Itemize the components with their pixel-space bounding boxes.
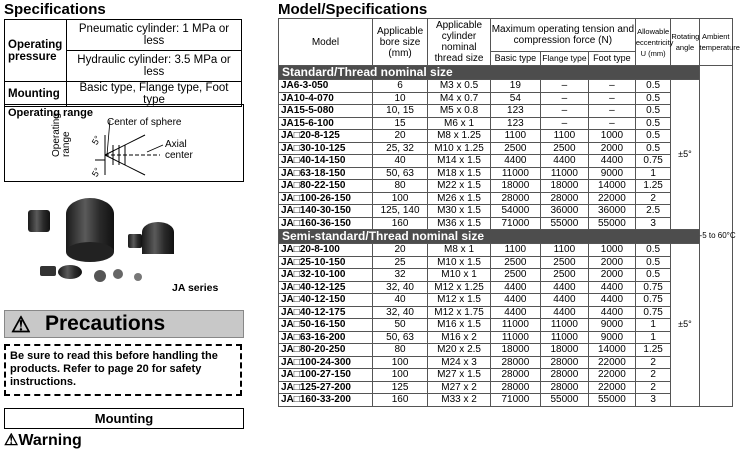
basic-cell: 18000 xyxy=(490,180,540,193)
foot-cell: 2000 xyxy=(588,256,635,269)
basic-cell: 71000 xyxy=(490,394,540,407)
basic-cell: 54000 xyxy=(490,205,540,218)
basic-cell: 54 xyxy=(490,92,540,105)
bore-cell: 100 xyxy=(372,369,427,382)
table-row xyxy=(279,281,733,294)
header-foot: Foot type xyxy=(588,51,635,65)
thread-cell: M10 x 1 xyxy=(428,269,491,282)
table-row xyxy=(279,105,733,118)
model-cell: JA□160-33-200 xyxy=(279,394,373,407)
model-cell: JA□30-10-125 xyxy=(279,142,373,155)
eccentricity-cell: 0.75 xyxy=(635,306,670,319)
precautions-notice-box xyxy=(4,344,242,396)
bore-cell: 160 xyxy=(372,217,427,230)
model-cell: JA15-5-080 xyxy=(279,105,373,118)
model-cell: JA□125-27-200 xyxy=(279,381,373,394)
flange-cell: 1100 xyxy=(540,130,588,143)
model-cell: JA□63-18-150 xyxy=(279,167,373,180)
tiny-joint-c xyxy=(134,273,142,281)
table-row xyxy=(279,344,733,357)
header-rotating: Rotating angle xyxy=(671,19,699,66)
basic-cell: 123 xyxy=(490,105,540,118)
model-cell: JA□63-16-200 xyxy=(279,331,373,344)
flange-cell: 4400 xyxy=(540,306,588,319)
thread-cell: M12 x 1.75 xyxy=(428,306,491,319)
mounting-spec-value: Basic type, Flange type, Foot type xyxy=(67,82,242,107)
operating-range-box xyxy=(4,104,244,182)
table-row xyxy=(279,205,733,218)
rotating-angle-value: ±5° xyxy=(671,244,699,407)
large-joint-stud xyxy=(28,210,50,232)
bore-cell: 100 xyxy=(372,356,427,369)
header-ambient: Ambient temperature xyxy=(699,19,732,66)
bore-cell: 10, 15 xyxy=(372,105,427,118)
basic-cell: 2500 xyxy=(490,142,540,155)
large-joint-bottom xyxy=(66,242,114,262)
model-cell: JA□40-12-125 xyxy=(279,281,373,294)
bore-cell: 10 xyxy=(372,92,427,105)
basic-cell: 1100 xyxy=(490,130,540,143)
table-row xyxy=(279,294,733,307)
model-cell: JA10-4-070 xyxy=(279,92,373,105)
foot-cell: 22000 xyxy=(588,192,635,205)
foot-cell: 1000 xyxy=(588,244,635,257)
bore-cell: 15 xyxy=(372,117,427,130)
foot-cell: 9000 xyxy=(588,331,635,344)
bore-cell: 50 xyxy=(372,319,427,332)
model-cell: JA□20-8-125 xyxy=(279,130,373,143)
bore-cell: 80 xyxy=(372,180,427,193)
thread-cell: M18 x 1.5 xyxy=(428,167,491,180)
thread-cell: M12 x 1.25 xyxy=(428,281,491,294)
flange-cell: 1100 xyxy=(540,244,588,257)
precautions-title: Precautions xyxy=(45,312,166,335)
foot-cell: 22000 xyxy=(588,381,635,394)
section-title: Semi-standard/Thread nominal size xyxy=(279,230,700,244)
basic-cell: 4400 xyxy=(490,294,540,307)
eccentricity-cell: 0.5 xyxy=(635,80,670,93)
basic-cell: 4400 xyxy=(490,281,540,294)
flange-cell: 55000 xyxy=(540,394,588,407)
thread-cell: M10 x 1.5 xyxy=(428,256,491,269)
model-table-body xyxy=(279,65,736,407)
basic-cell: 28000 xyxy=(490,369,540,382)
table-row xyxy=(279,394,733,407)
foot-cell: 4400 xyxy=(588,306,635,319)
foot-cell: 4400 xyxy=(588,294,635,307)
thread-cell: M24 x 3 xyxy=(428,356,491,369)
eccentricity-cell: 0.5 xyxy=(635,244,670,257)
basic-cell: 11000 xyxy=(490,331,540,344)
basic-cell: 2500 xyxy=(490,256,540,269)
warning-triangle-icon: ⚠ xyxy=(11,312,31,337)
bore-cell: 32, 40 xyxy=(372,306,427,319)
eccentricity-cell: 0.5 xyxy=(635,130,670,143)
bore-cell: 20 xyxy=(372,244,427,257)
tiny-joint-b xyxy=(113,269,123,279)
specifications-title: Specifications xyxy=(4,1,106,18)
foot-cell: 22000 xyxy=(588,369,635,382)
thread-cell: M14 x 1.5 xyxy=(428,155,491,168)
foot-cell: 9000 xyxy=(588,167,635,180)
eccentricity-cell: 2 xyxy=(635,369,670,382)
thread-cell: M4 x 0.7 xyxy=(428,92,491,105)
model-specifications-table xyxy=(278,18,740,407)
table-row xyxy=(279,180,733,193)
header-model: Model xyxy=(279,19,373,66)
header-thread: Applicable cylinder nominal thread size xyxy=(428,19,491,66)
bore-cell: 25 xyxy=(372,256,427,269)
thread-cell: M20 x 2.5 xyxy=(428,344,491,357)
table-row xyxy=(279,356,733,369)
table-row xyxy=(279,269,733,282)
eccentricity-cell: 0.75 xyxy=(635,155,670,168)
eccentricity-cell: 1 xyxy=(635,167,670,180)
header-basic: Basic type xyxy=(490,51,540,65)
model-cell: JA6-3-050 xyxy=(279,80,373,93)
foot-cell: – xyxy=(588,80,635,93)
table-row xyxy=(279,117,733,130)
flange-cell: – xyxy=(540,105,588,118)
section-title: Standard/Thread nominal size xyxy=(279,66,700,80)
eccentricity-cell: 1 xyxy=(635,331,670,344)
bore-cell: 160 xyxy=(372,394,427,407)
bore-cell: 32 xyxy=(372,269,427,282)
model-cell: JA□100-26-150 xyxy=(279,192,373,205)
basic-cell: 11000 xyxy=(490,319,540,332)
bore-cell: 50, 63 xyxy=(372,167,427,180)
basic-cell: 123 xyxy=(490,117,540,130)
foot-cell: 14000 xyxy=(588,180,635,193)
eccentricity-cell: 0.5 xyxy=(635,92,670,105)
foot-cell: – xyxy=(588,117,635,130)
flange-cell: 28000 xyxy=(540,192,588,205)
flange-cell: 28000 xyxy=(540,369,588,382)
bore-cell: 125 xyxy=(372,381,427,394)
foot-cell: – xyxy=(588,105,635,118)
table-row xyxy=(279,331,733,344)
model-cell: JA□100-27-150 xyxy=(279,369,373,382)
thread-cell: M16 x 1.5 xyxy=(428,319,491,332)
foot-cell: 4400 xyxy=(588,155,635,168)
operating-range-diagram xyxy=(65,115,175,179)
flange-cell: – xyxy=(540,80,588,93)
bore-cell: 40 xyxy=(372,155,427,168)
section-header-row xyxy=(279,66,733,80)
thread-cell: M22 x 1.5 xyxy=(428,180,491,193)
thread-cell: M5 x 0.8 xyxy=(428,105,491,118)
flange-cell: 55000 xyxy=(540,217,588,230)
table-row xyxy=(279,80,733,93)
bore-cell: 125, 140 xyxy=(372,205,427,218)
model-cell: JA□50-16-150 xyxy=(279,319,373,332)
table-row xyxy=(279,155,733,168)
flange-cell: 4400 xyxy=(540,294,588,307)
hydraulic-value: Hydraulic cylinder: 3.5 MPa or less xyxy=(67,51,242,82)
header-bore: Applicable bore size (mm) xyxy=(372,19,427,66)
thread-cell: M16 x 2 xyxy=(428,331,491,344)
flange-cell: 28000 xyxy=(540,381,588,394)
flange-cell: 36000 xyxy=(540,205,588,218)
basic-cell: 4400 xyxy=(490,155,540,168)
section-header-row xyxy=(279,230,733,244)
precautions-notice-text: Be sure to read this before handling the products. Refer to page 20 for safety instructions. xyxy=(10,350,218,388)
flange-cell: 2500 xyxy=(540,256,588,269)
model-cell: JA□20-8-100 xyxy=(279,244,373,257)
model-cell: JA□100-24-300 xyxy=(279,356,373,369)
warning-heading xyxy=(4,430,82,450)
tiny-joint-a xyxy=(94,270,106,282)
table-row xyxy=(279,369,733,382)
bore-cell: 80 xyxy=(372,344,427,357)
precautions-banner xyxy=(4,310,244,338)
header-flange: Flange type xyxy=(540,51,588,65)
header-eccentricity: Allowable eccentricity U (mm) xyxy=(635,19,670,66)
foot-cell: 36000 xyxy=(588,205,635,218)
warning-icon: ⚠ xyxy=(4,432,19,449)
eccentricity-cell: 0.5 xyxy=(635,142,670,155)
basic-cell: 18000 xyxy=(490,344,540,357)
specifications-table xyxy=(4,19,242,107)
model-cell: JA□25-10-150 xyxy=(279,256,373,269)
model-cell: JA□80-20-250 xyxy=(279,344,373,357)
flange-cell: 4400 xyxy=(540,155,588,168)
angle-label-bottom: 5° xyxy=(89,166,103,179)
foot-cell: 55000 xyxy=(588,394,635,407)
eccentricity-cell: 2 xyxy=(635,356,670,369)
foot-cell: 22000 xyxy=(588,356,635,369)
flange-cell: 2500 xyxy=(540,142,588,155)
basic-cell: 1100 xyxy=(490,244,540,257)
center-of-sphere-label: Center of sphere xyxy=(107,117,182,128)
thread-cell: M36 x 1.5 xyxy=(428,217,491,230)
eccentricity-cell: 0.5 xyxy=(635,105,670,118)
bore-cell: 6 xyxy=(372,80,427,93)
ambient-temperature-value: -5 to 60°C xyxy=(699,66,732,407)
eccentricity-cell: 0.5 xyxy=(635,269,670,282)
basic-cell: 11000 xyxy=(490,167,540,180)
eccentricity-cell: 3 xyxy=(635,394,670,407)
small-joint-stud xyxy=(40,266,56,276)
pneumatic-value: Pneumatic cylinder: 1 MPa or less xyxy=(67,20,242,51)
eccentricity-cell: 3 xyxy=(635,217,670,230)
foot-cell: 55000 xyxy=(588,217,635,230)
eccentricity-cell: 0.75 xyxy=(635,281,670,294)
flange-cell: – xyxy=(540,117,588,130)
model-cell: JA15-6-100 xyxy=(279,117,373,130)
thread-cell: M27 x 2 xyxy=(428,381,491,394)
foot-cell: 2000 xyxy=(588,142,635,155)
foot-cell: 4400 xyxy=(588,281,635,294)
table-row xyxy=(279,167,733,180)
flange-cell: – xyxy=(540,92,588,105)
model-cell: JA□40-12-175 xyxy=(279,306,373,319)
foot-cell: – xyxy=(588,92,635,105)
flange-cell: 18000 xyxy=(540,180,588,193)
flange-cell: 11000 xyxy=(540,331,588,344)
flange-cell: 4400 xyxy=(540,281,588,294)
table-row xyxy=(279,217,733,230)
eccentricity-cell: 2.5 xyxy=(635,205,670,218)
model-cell: JA□40-12-150 xyxy=(279,294,373,307)
mounting-heading: Mounting xyxy=(4,408,244,429)
flange-cell: 11000 xyxy=(540,167,588,180)
medium-joint-cylinder xyxy=(142,232,174,254)
table-row xyxy=(279,92,733,105)
basic-cell: 28000 xyxy=(490,192,540,205)
foot-cell: 14000 xyxy=(588,344,635,357)
bore-cell: 40 xyxy=(372,294,427,307)
operating-range-title: Operating range xyxy=(8,107,93,119)
operating-pressure-label: Operating pressure xyxy=(5,20,67,82)
table-row xyxy=(279,130,733,143)
mounting-spec-label: Mounting xyxy=(5,82,67,107)
table-row xyxy=(279,192,733,205)
angle-label-top: 5° xyxy=(89,134,103,147)
thread-cell: M30 x 1.5 xyxy=(428,205,491,218)
thread-cell: M33 x 2 xyxy=(428,394,491,407)
thread-cell: M27 x 1.5 xyxy=(428,369,491,382)
bore-cell: 50, 63 xyxy=(372,331,427,344)
basic-cell: 28000 xyxy=(490,381,540,394)
operating-range-side-label: Operating range xyxy=(51,113,72,157)
table-row xyxy=(279,381,733,394)
thread-cell: M26 x 1.5 xyxy=(428,192,491,205)
bore-cell: 20 xyxy=(372,130,427,143)
table-row xyxy=(279,256,733,269)
eccentricity-cell: 0.5 xyxy=(635,256,670,269)
medium-joint-stud xyxy=(128,234,142,248)
basic-cell: 71000 xyxy=(490,217,540,230)
basic-cell: 4400 xyxy=(490,306,540,319)
model-cell: JA□40-14-150 xyxy=(279,155,373,168)
eccentricity-cell: 1.25 xyxy=(635,344,670,357)
basic-cell: 2500 xyxy=(490,269,540,282)
eccentricity-cell: 1.25 xyxy=(635,180,670,193)
thread-cell: M8 x 1.25 xyxy=(428,130,491,143)
photo-caption: JA series xyxy=(172,282,219,294)
warning-label: Warning xyxy=(18,432,82,449)
bore-cell: 25, 32 xyxy=(372,142,427,155)
thread-cell: M12 x 1.5 xyxy=(428,294,491,307)
foot-cell: 1000 xyxy=(588,130,635,143)
model-cell: JA□80-22-150 xyxy=(279,180,373,193)
model-cell: JA□160-36-150 xyxy=(279,217,373,230)
flange-cell: 11000 xyxy=(540,319,588,332)
flange-cell: 28000 xyxy=(540,356,588,369)
thread-cell: M3 x 0.5 xyxy=(428,80,491,93)
eccentricity-cell: 0.75 xyxy=(635,294,670,307)
basic-cell: 28000 xyxy=(490,356,540,369)
table-row xyxy=(279,142,733,155)
header-max-tension: Maximum operating tension and compression force (N) xyxy=(490,19,635,52)
flange-cell: 18000 xyxy=(540,344,588,357)
model-cell: JA□140-30-150 xyxy=(279,205,373,218)
eccentricity-cell: 2 xyxy=(635,381,670,394)
model-cell: JA□32-10-100 xyxy=(279,269,373,282)
small-joint xyxy=(58,265,82,279)
axial-center-label: Axial center xyxy=(165,139,193,161)
table-row xyxy=(279,319,733,332)
rotating-angle-value: ±5° xyxy=(671,80,699,230)
thread-cell: M10 x 1.25 xyxy=(428,142,491,155)
thread-cell: M8 x 1 xyxy=(428,244,491,257)
flange-cell: 2500 xyxy=(540,269,588,282)
bore-cell: 100 xyxy=(372,192,427,205)
eccentricity-cell: 1 xyxy=(635,319,670,332)
table-row xyxy=(279,306,733,319)
ja-series-photo xyxy=(20,182,220,292)
model-specifications-title: Model/Specifications xyxy=(278,1,428,18)
basic-cell: 19 xyxy=(490,80,540,93)
thread-cell: M6 x 1 xyxy=(428,117,491,130)
foot-cell: 9000 xyxy=(588,319,635,332)
table-row xyxy=(279,244,733,257)
eccentricity-cell: 2 xyxy=(635,192,670,205)
bore-cell: 32, 40 xyxy=(372,281,427,294)
foot-cell: 2000 xyxy=(588,269,635,282)
eccentricity-cell: 0.5 xyxy=(635,117,670,130)
